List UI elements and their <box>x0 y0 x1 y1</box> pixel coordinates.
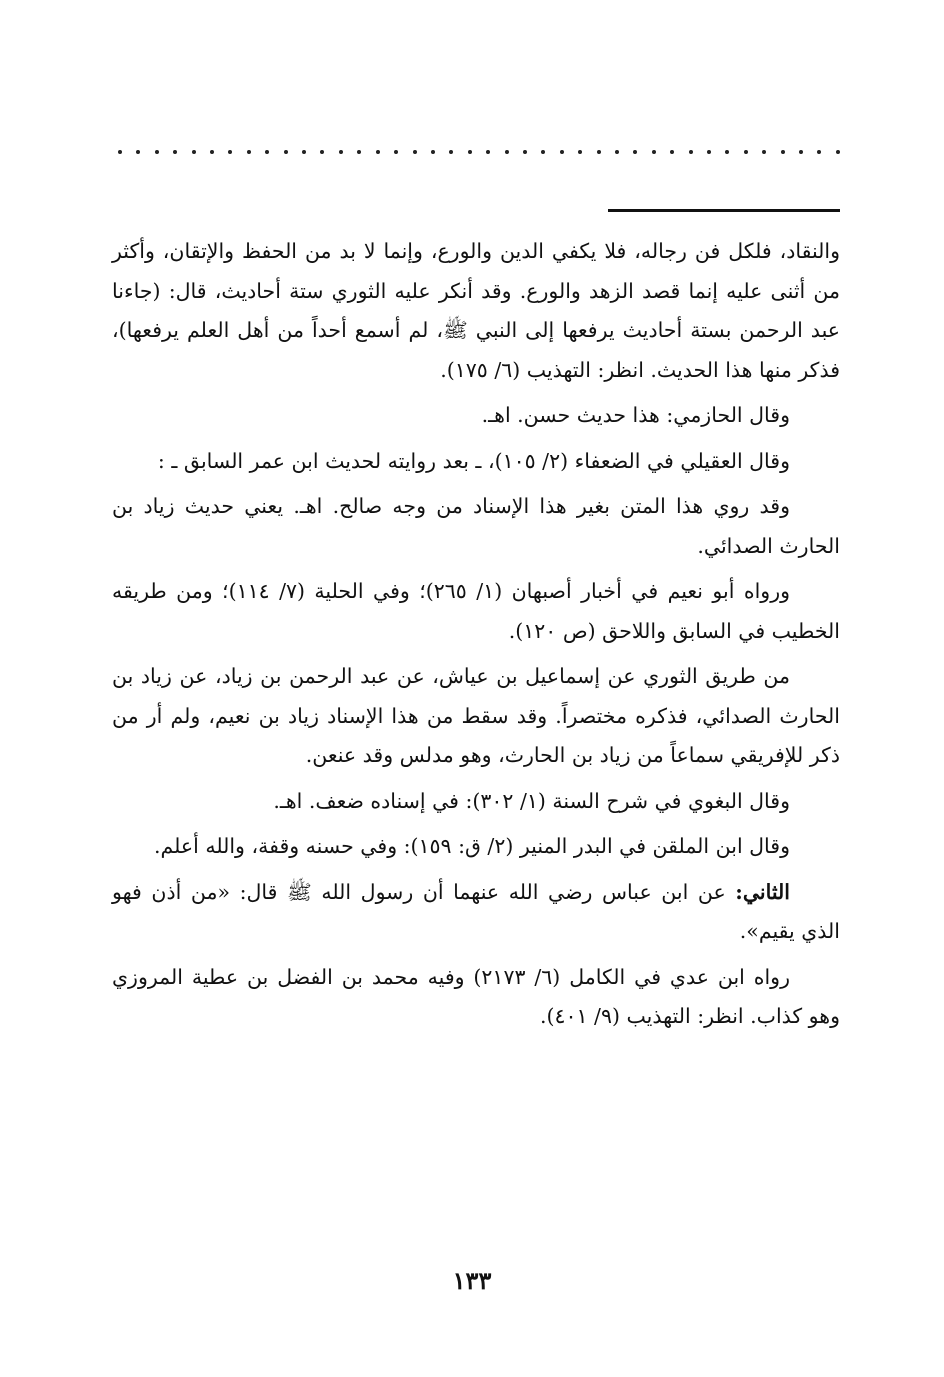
paragraph-text: عن ابن عباس رضي الله عنهما أن رسول الله ﷺ قال: «من أذن فهو الذي يقيم». <box>112 879 840 943</box>
separator-dot <box>486 150 490 154</box>
separator-dot <box>449 150 453 154</box>
separator-dot <box>228 150 232 154</box>
dotted-separator <box>118 150 840 156</box>
separator-dot <box>652 150 656 154</box>
separator-dot <box>633 150 637 154</box>
separator-dot <box>560 150 564 154</box>
separator-dot <box>725 150 729 154</box>
footnote-paragraph <box>112 958 840 1037</box>
separator-dot <box>247 150 251 154</box>
separator-dot <box>744 150 748 154</box>
footnote-paragraph <box>112 782 840 822</box>
footnote-paragraph <box>112 873 840 952</box>
separator-dot <box>597 150 601 154</box>
footnote-paragraph <box>112 232 840 390</box>
paragraph-text: والنقاد، فلكل فن رجاله، فلا يكفي الدين والورع، وإنما لا بد من الحفظ والإتقان، وأكثر من أثنى عليه إنما قصد الزهد والورع. وقد أنكر عليه الثوري ستة أحاديث، قال: (جاءنا عبد الرحمن بستة أحاديث يرفعها إلى النبي ﷺ، لم أسمع أحداً من أهل العلم يرفعها)، فذكر منها هذا الحديث. انظر: التهذيب (٦/ ١٧٥). <box>112 239 840 382</box>
paragraph-text: وقال ابن الملقن في البدر المنير (٢/ ق: ١٥٩): وفي حسنه وقفة، والله أعلم. <box>153 834 790 858</box>
separator-dot <box>376 150 380 154</box>
footnote-paragraph <box>112 572 840 651</box>
separator-dot <box>302 150 306 154</box>
paragraph-text: من طريق الثوري عن إسماعيل بن عياش، عن عبد الرحمن بن زياد، عن زياد بن الحارث الصدائي، فذكره مختصراً. وقد سقط من هذا الإسناد زياد بن نعيم، ولم أر من ذكر للإفريقي سماعاً من زياد بن الحارث، وهو مدلس وقد عنعن. <box>112 664 840 767</box>
separator-dot <box>431 150 435 154</box>
paragraph-lead: الثاني: <box>735 879 790 904</box>
footnote-paragraph <box>112 442 840 482</box>
paragraph-text: ورواه أبو نعيم في أخبار أصبهان (١/ ٢٦٥)؛ وفي الحلية (٧/ ١١٤)؛ ومن طريقه الخطيب في السابق واللاحق (ص ١٢٠). <box>112 579 840 643</box>
separator-dot <box>817 150 821 154</box>
separator-dot <box>173 150 177 154</box>
footnote-rule <box>608 209 840 212</box>
separator-dot <box>468 150 472 154</box>
separator-dot <box>781 150 785 154</box>
footnote-body <box>112 232 840 1043</box>
separator-dot <box>762 150 766 154</box>
separator-dot <box>541 150 545 154</box>
footnote-paragraph <box>112 657 840 776</box>
separator-dot <box>505 150 509 154</box>
separator-dot <box>670 150 674 154</box>
separator-dot <box>339 150 343 154</box>
separator-dot <box>357 150 361 154</box>
separator-dot <box>707 150 711 154</box>
separator-dot <box>210 150 214 154</box>
separator-dot <box>284 150 288 154</box>
separator-dot <box>320 150 324 154</box>
paragraph-text: وقال الحازمي: هذا حديث حسن. اهـ. <box>481 403 790 427</box>
separator-dot <box>523 150 527 154</box>
separator-dot <box>799 150 803 154</box>
separator-dot <box>118 150 122 154</box>
separator-dot <box>615 150 619 154</box>
footnote-paragraph <box>112 827 840 867</box>
paragraph-text: وقد روي هذا المتن بغير هذا الإسناد من وجه صالح. اهـ. يعني حديث زياد بن الحارث الصدائي. <box>112 494 840 558</box>
separator-dot <box>192 150 196 154</box>
paragraph-text: وقال البغوي في شرح السنة (١/ ٣٠٢): في إسناده ضعف. اهـ. <box>273 788 790 813</box>
paragraph-text: وقال العقيلي في الضعفاء (٢/ ١٠٥)، ـ بعد روايته لحديث ابن عمر السابق ـ : <box>157 448 790 473</box>
separator-dot <box>578 150 582 154</box>
separator-dot <box>155 150 159 154</box>
separator-dot <box>394 150 398 154</box>
separator-dot <box>836 150 840 154</box>
separator-dot <box>265 150 269 154</box>
paragraph-text: رواه ابن عدي في الكامل (٦/ ٢١٧٣) وفيه محمد بن الفضل بن عطية المروزي وهو كذاب. انظر: التهذيب (٩/ ٤٠١). <box>112 964 840 1028</box>
footnote-paragraph <box>112 396 840 436</box>
page-number: ١٣٣ <box>452 1266 492 1295</box>
separator-dot <box>136 150 140 154</box>
separator-dot <box>413 150 417 154</box>
separator-dot <box>689 150 693 154</box>
footnote-paragraph <box>112 487 840 566</box>
